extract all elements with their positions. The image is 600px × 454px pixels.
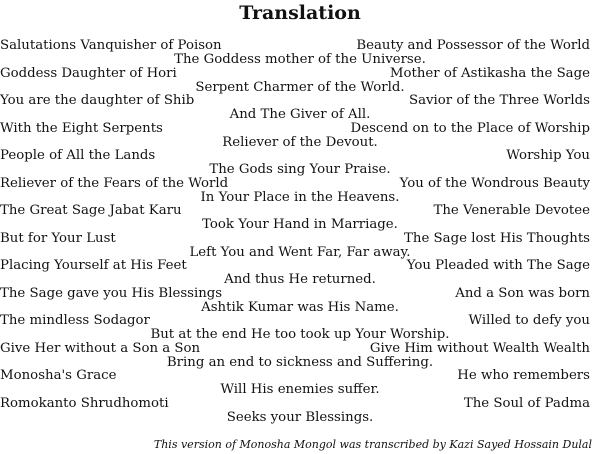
center-verse-line: The Gods sing Your Praise. xyxy=(209,162,391,177)
page-title: Translation xyxy=(239,2,361,24)
right-verse-line: The Soul of Padma xyxy=(463,395,590,411)
left-verse-line: Romokanto Shrudhomoti xyxy=(0,395,169,411)
center-verse-line: But at the end He too took up Your Worship. xyxy=(150,327,450,342)
right-verse-line: Give Him without Wealth Wealth xyxy=(369,340,590,356)
right-verse-line: Mother of Astikasha the Sage xyxy=(389,65,590,81)
right-verse-line: The Sage lost His Thoughts xyxy=(404,230,590,246)
left-verse-line: Salutations Vanquisher of Poison xyxy=(0,38,222,53)
center-verse-line: Reliever of the Devout. xyxy=(222,134,378,150)
center-verse-line: And The Giver of All. xyxy=(229,107,371,122)
left-verse-line: People of All the Lands xyxy=(0,148,156,163)
center-verse-line: The Goddess mother of the Universe. xyxy=(174,52,426,67)
left-verse-line: Give Her without a Son a Son xyxy=(0,340,201,356)
center-verse-line: And thus He returned. xyxy=(224,272,376,287)
transcription-credit: This version of Monosha Mongol was transcribed by Kazi Sayed Hossain Dulal xyxy=(153,438,592,451)
left-verse-line: The Sage gave you His Blessings xyxy=(0,285,223,301)
left-verse-line: Placing Yourself at His Feet xyxy=(0,258,187,273)
left-verse-line: The mindless Sodagor xyxy=(0,313,150,328)
left-verse-line: Goddess Daughter of Hori xyxy=(0,65,177,81)
right-verse-line: Worship You xyxy=(506,148,590,163)
right-verse-line: You of the Wondrous Beauty xyxy=(399,175,590,191)
center-verse-line: Serpent Charmer of the World. xyxy=(195,79,405,95)
center-verse-line: Bring an end to sickness and Suffering. xyxy=(166,354,434,370)
right-verse-line: Descend on to the Place of Worship xyxy=(350,120,590,136)
right-verse-line: He who remembers xyxy=(457,368,590,383)
center-verse-line: Left You and Went Far, Far away. xyxy=(189,244,411,260)
left-verse-line: The Great Sage Jabat Karu xyxy=(0,203,182,218)
right-verse-line: Willed to defy you xyxy=(468,313,590,328)
center-verse-line: In Your Place in the Heavens. xyxy=(200,189,400,205)
left-verse-line: Reliever of the Fears of the World xyxy=(0,175,229,191)
right-verse-line: Beauty and Possessor of the World xyxy=(356,38,590,53)
left-verse-line: With the Eight Serpents xyxy=(0,120,163,136)
right-verse-line: And a Son was born xyxy=(455,285,590,301)
center-verse-line: Seeks your Blessings. xyxy=(226,409,374,425)
left-verse-line: But for Your Lust xyxy=(0,230,116,246)
right-verse-line: Savior of the Three Worlds xyxy=(408,93,590,108)
center-verse-line: Will His enemies suffer. xyxy=(220,382,380,397)
left-verse-line: Monosha's Grace xyxy=(0,368,117,383)
right-verse-line: The Venerable Devotee xyxy=(433,203,590,218)
right-verse-line: You Pleaded with The Sage xyxy=(406,258,590,273)
left-verse-line: You are the daughter of Shib xyxy=(0,93,195,108)
center-verse-line: Took Your Hand in Marriage. xyxy=(202,217,398,232)
center-verse-line: Ashtik Kumar was His Name. xyxy=(201,299,399,315)
